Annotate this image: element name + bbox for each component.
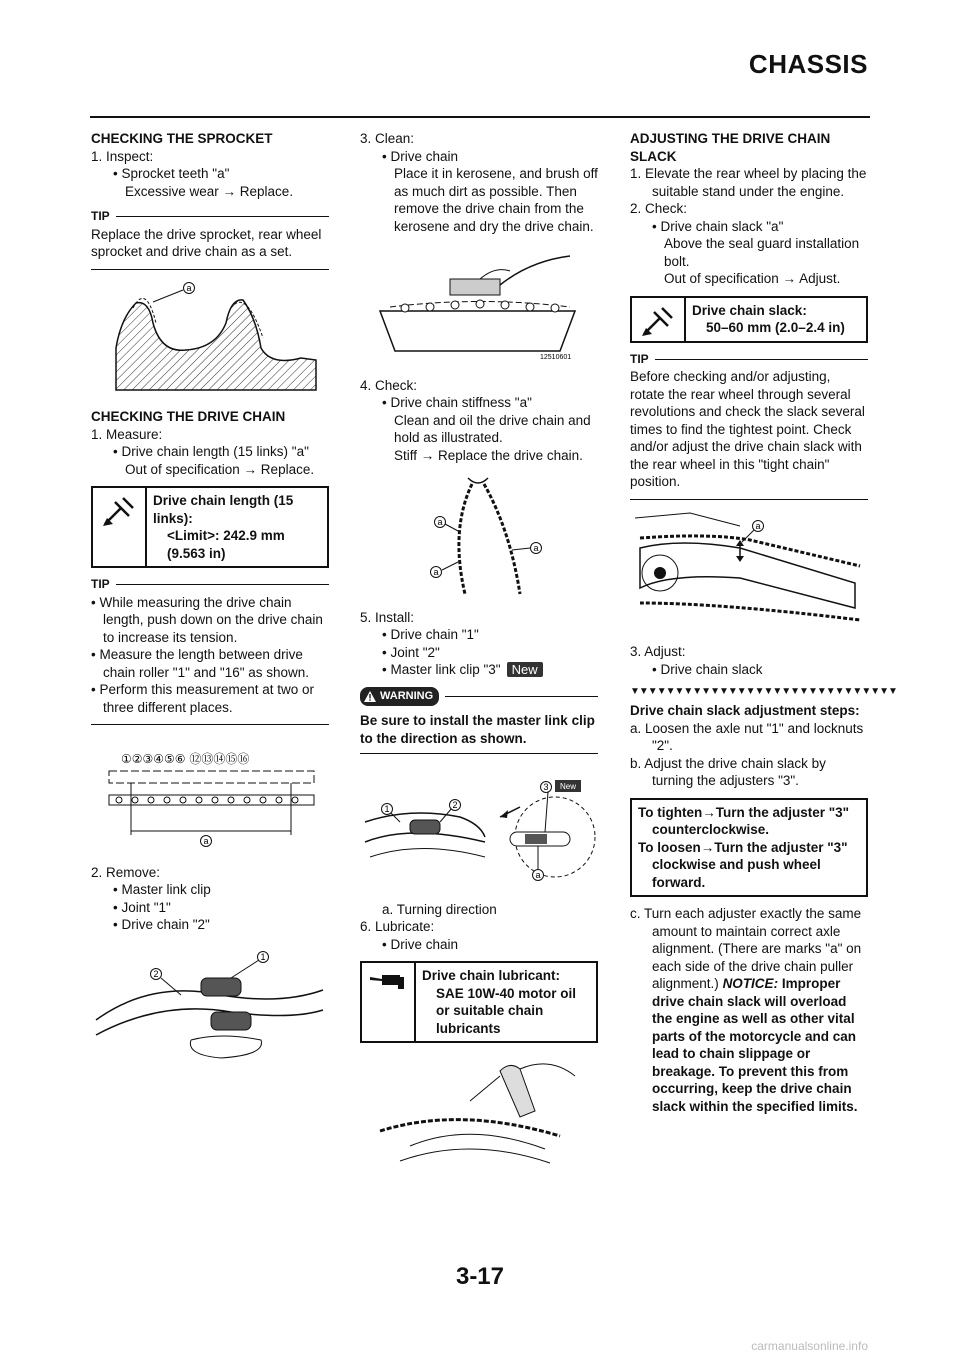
spec-line: <Limit>: 242.9 mm: [167, 528, 285, 543]
step-adjust: 3. Adjust:: [630, 644, 686, 659]
tip-end-rule: [91, 269, 329, 270]
tip-bullet: • Measure the length between drive chain roller "1" and "16" as shown.: [91, 647, 310, 680]
fig3-label-1: 1: [260, 951, 266, 962]
header-rule: [90, 116, 870, 118]
tip-text: Replace the drive sprocket, rear wheel sprocket and drive chain as a set.: [91, 226, 322, 259]
figure-caption: a. Turning direction: [382, 901, 497, 917]
warning-text: Be sure to install the master link clip to the direction as shown.: [360, 713, 595, 746]
step-elevate: 1. Elevate the rear wheel by placing the suitable stand under the engine.: [630, 166, 867, 199]
sub-above-seal: Above the seal guard installation bolt.: [664, 236, 860, 269]
fig1-label-a: a: [186, 282, 192, 293]
spec-line: (9.563 in): [167, 545, 226, 561]
bullet-sprocket-teeth: • Sprocket teeth "a": [113, 166, 230, 181]
bullet-drive-chain: • Drive chain: [382, 936, 459, 952]
warning-block: [360, 687, 598, 755]
fig-label-a: a: [535, 870, 541, 880]
section-title-sprocket: CHECKING THE SPROCKET: [91, 131, 273, 146]
bullet-slack: • Drive chain slack "a": [652, 218, 784, 234]
tip-bullet: • Perform this measurement at two or three different places.: [91, 682, 315, 715]
page-header-title: CHASSIS: [748, 49, 868, 79]
tip-label: TIP: [91, 576, 329, 594]
fig-label-2: 2: [452, 800, 458, 810]
fig3-label-2: 2: [153, 968, 159, 979]
step-inspect: 1. Inspect:: [91, 148, 154, 164]
tip-end-rule: [91, 724, 329, 725]
fig-label-a: a: [755, 520, 761, 531]
substep-c: [630, 905, 868, 1115]
sub-clean-oil: Clean and oil the drive chain and hold as illustrated.: [394, 412, 591, 445]
warning-end-rule: [360, 753, 598, 754]
substep-a: a. Loosen the axle nut "1" and locknuts "2".: [630, 720, 864, 753]
figure-sprocket-teeth: [91, 278, 329, 401]
tip-block-2: [91, 576, 329, 725]
step-remove: 2. Remove:: [91, 864, 161, 880]
tip-block: [630, 351, 868, 500]
watermark: carmanualsonline.info: [751, 1339, 868, 1353]
bullet-text: • Master link clip "3": [382, 662, 501, 677]
bullet-master-link-clip-3: [360, 661, 598, 679]
bullet-drive-chain-1: • Drive chain "1": [382, 627, 479, 642]
sub-out-of-spec: Out of specification → Replace.: [125, 461, 315, 477]
substep-b: b. Adjust the drive chain slack by turning the adjusters "3".: [630, 755, 826, 788]
warning-label: WARNING: [380, 689, 434, 702]
step-check: 4. Check:: [360, 377, 418, 393]
sub-out-of-spec: Out of specification → Adjust.: [664, 271, 841, 286]
bullet-joint: • Joint "1": [113, 899, 171, 915]
notice-label: NOTICE:: [722, 976, 779, 991]
triangle-divider: ▼▼▼▼▼▼▼▼▼▼▼▼▼▼▼▼▼▼▼▼▼▼▼▼▼▼▼▼▼▼: [630, 686, 897, 697]
bullet-master-link-clip: • Master link clip: [113, 882, 211, 897]
spec-line: SAE 10W-40 motor oil or suitable chain lubricants: [436, 985, 577, 1036]
warning-triangle-icon: [364, 691, 376, 702]
figure-clean-chain: [360, 241, 598, 371]
step-install: 5. Install:: [360, 609, 415, 625]
warning-pill: [360, 687, 439, 707]
oil-can-icon: [362, 963, 416, 1041]
fig-new-badge: New: [559, 782, 577, 791]
substep-c-text: c. Turn each adjuster exactly the same amount to maintain correct axle alignment. (There are marks "a" on each side of the drive chain puller alignment.): [630, 906, 862, 991]
wrench-icon: [632, 298, 686, 341]
tip-block-1: [91, 208, 329, 270]
fig-label-1: 1: [384, 804, 390, 814]
tip-end-rule: [630, 499, 868, 500]
figure-lubricate: [360, 1051, 598, 1181]
box-line-tighten: To tighten→Turn the adjuster "3" counterclockwise.: [638, 804, 850, 837]
adjuster-direction-box: [630, 798, 868, 898]
notice-text: Improper drive chain slack will overload the engine as well as other vital parts of the motorcycle and can lead to chain slippage or breakage. To prevent this from occurring, keep the drive chain slack within the specified limits.: [652, 976, 858, 1114]
steps-title: Drive chain slack adjustment steps:: [630, 703, 860, 718]
step-check: 2. Check:: [630, 201, 688, 216]
figure-remove-joint: [91, 940, 329, 1070]
step-lubricate: 6. Lubricate:: [360, 919, 435, 934]
new-part-badge: New: [507, 662, 543, 677]
step-measure: 1. Measure:: [91, 426, 163, 442]
spec-line: links):: [153, 510, 193, 526]
sub-excessive-wear: Excessive wear → Replace.: [125, 183, 294, 199]
fig2-label-a: a: [203, 836, 209, 846]
section-title-drive-chain: CHECKING THE DRIVE CHAIN: [91, 409, 286, 424]
bullet-chain-length: • Drive chain length (15 links) "a": [113, 444, 309, 459]
tip-text: Before checking and/or adjusting, rotate the rear wheel through several revolutions and check the slack several times to find the tightest point. Check and/or adjust the drive chain slack with the rear wheel in this "tight chain" position.: [630, 369, 865, 489]
page-number: 3-17: [455, 1263, 505, 1290]
step-clean: 3. Clean:: [360, 131, 415, 146]
spec-line: Drive chain lubricant:: [422, 968, 561, 983]
column-right: [630, 130, 897, 1115]
bullet-stiffness: • Drive chain stiffness "a": [382, 395, 532, 410]
figure-chain-measure: [91, 733, 329, 858]
fig2-roller-numbers: ①②③④⑤⑥ ⑫⑬⑭⑮⑯: [121, 752, 250, 766]
box-line-loosen: To loosen→Turn the adjuster "3" clockwise and push wheel forward.: [638, 839, 848, 890]
fig-label-a: a: [433, 567, 439, 577]
sub-stiff-replace: Stiff → Replace the drive chain.: [394, 447, 583, 463]
column-middle: [360, 130, 598, 1187]
tip-label: TIP: [91, 208, 329, 226]
figure-code: 12510601: [540, 354, 572, 361]
fig-label-a: a: [437, 517, 443, 527]
section-title-adjust: ADJUSTING THE DRIVE CHAIN SLACK: [630, 131, 831, 164]
spec-box-slack: [630, 296, 868, 343]
figure-chain-slack: [630, 508, 868, 638]
figure-chain-stiffness: [360, 470, 598, 603]
bullet-drive-chain: • Drive chain: [382, 148, 459, 164]
spec-line: 50–60 mm (2.0–2.4 in): [706, 320, 845, 335]
spec-box-lubricant: [360, 961, 598, 1043]
spec-box-chain-length: [91, 486, 329, 568]
spec-line: Drive chain slack:: [692, 302, 807, 318]
sub-clean-instructions: Place it in kerosene, and brush off as much dirt as possible. Then remove the drive chain from the kerosene and dry the drive chain.: [394, 166, 598, 234]
bullet-slack: • Drive chain slack: [652, 661, 763, 677]
tip-label: TIP: [630, 351, 868, 369]
column-left: [91, 130, 329, 1075]
bullet-joint-2: • Joint "2": [382, 644, 440, 660]
fig-label-3: 3: [543, 782, 549, 792]
figure-master-link-install: [360, 762, 598, 895]
wrench-icon: [93, 488, 147, 566]
tip-bullet: • While measuring the drive chain length, push down on the drive chain to increase its tension.: [91, 594, 323, 645]
spec-line: Drive chain length (15: [153, 493, 294, 508]
fig-label-a: a: [533, 543, 539, 553]
bullet-drive-chain: • Drive chain "2": [113, 917, 210, 932]
